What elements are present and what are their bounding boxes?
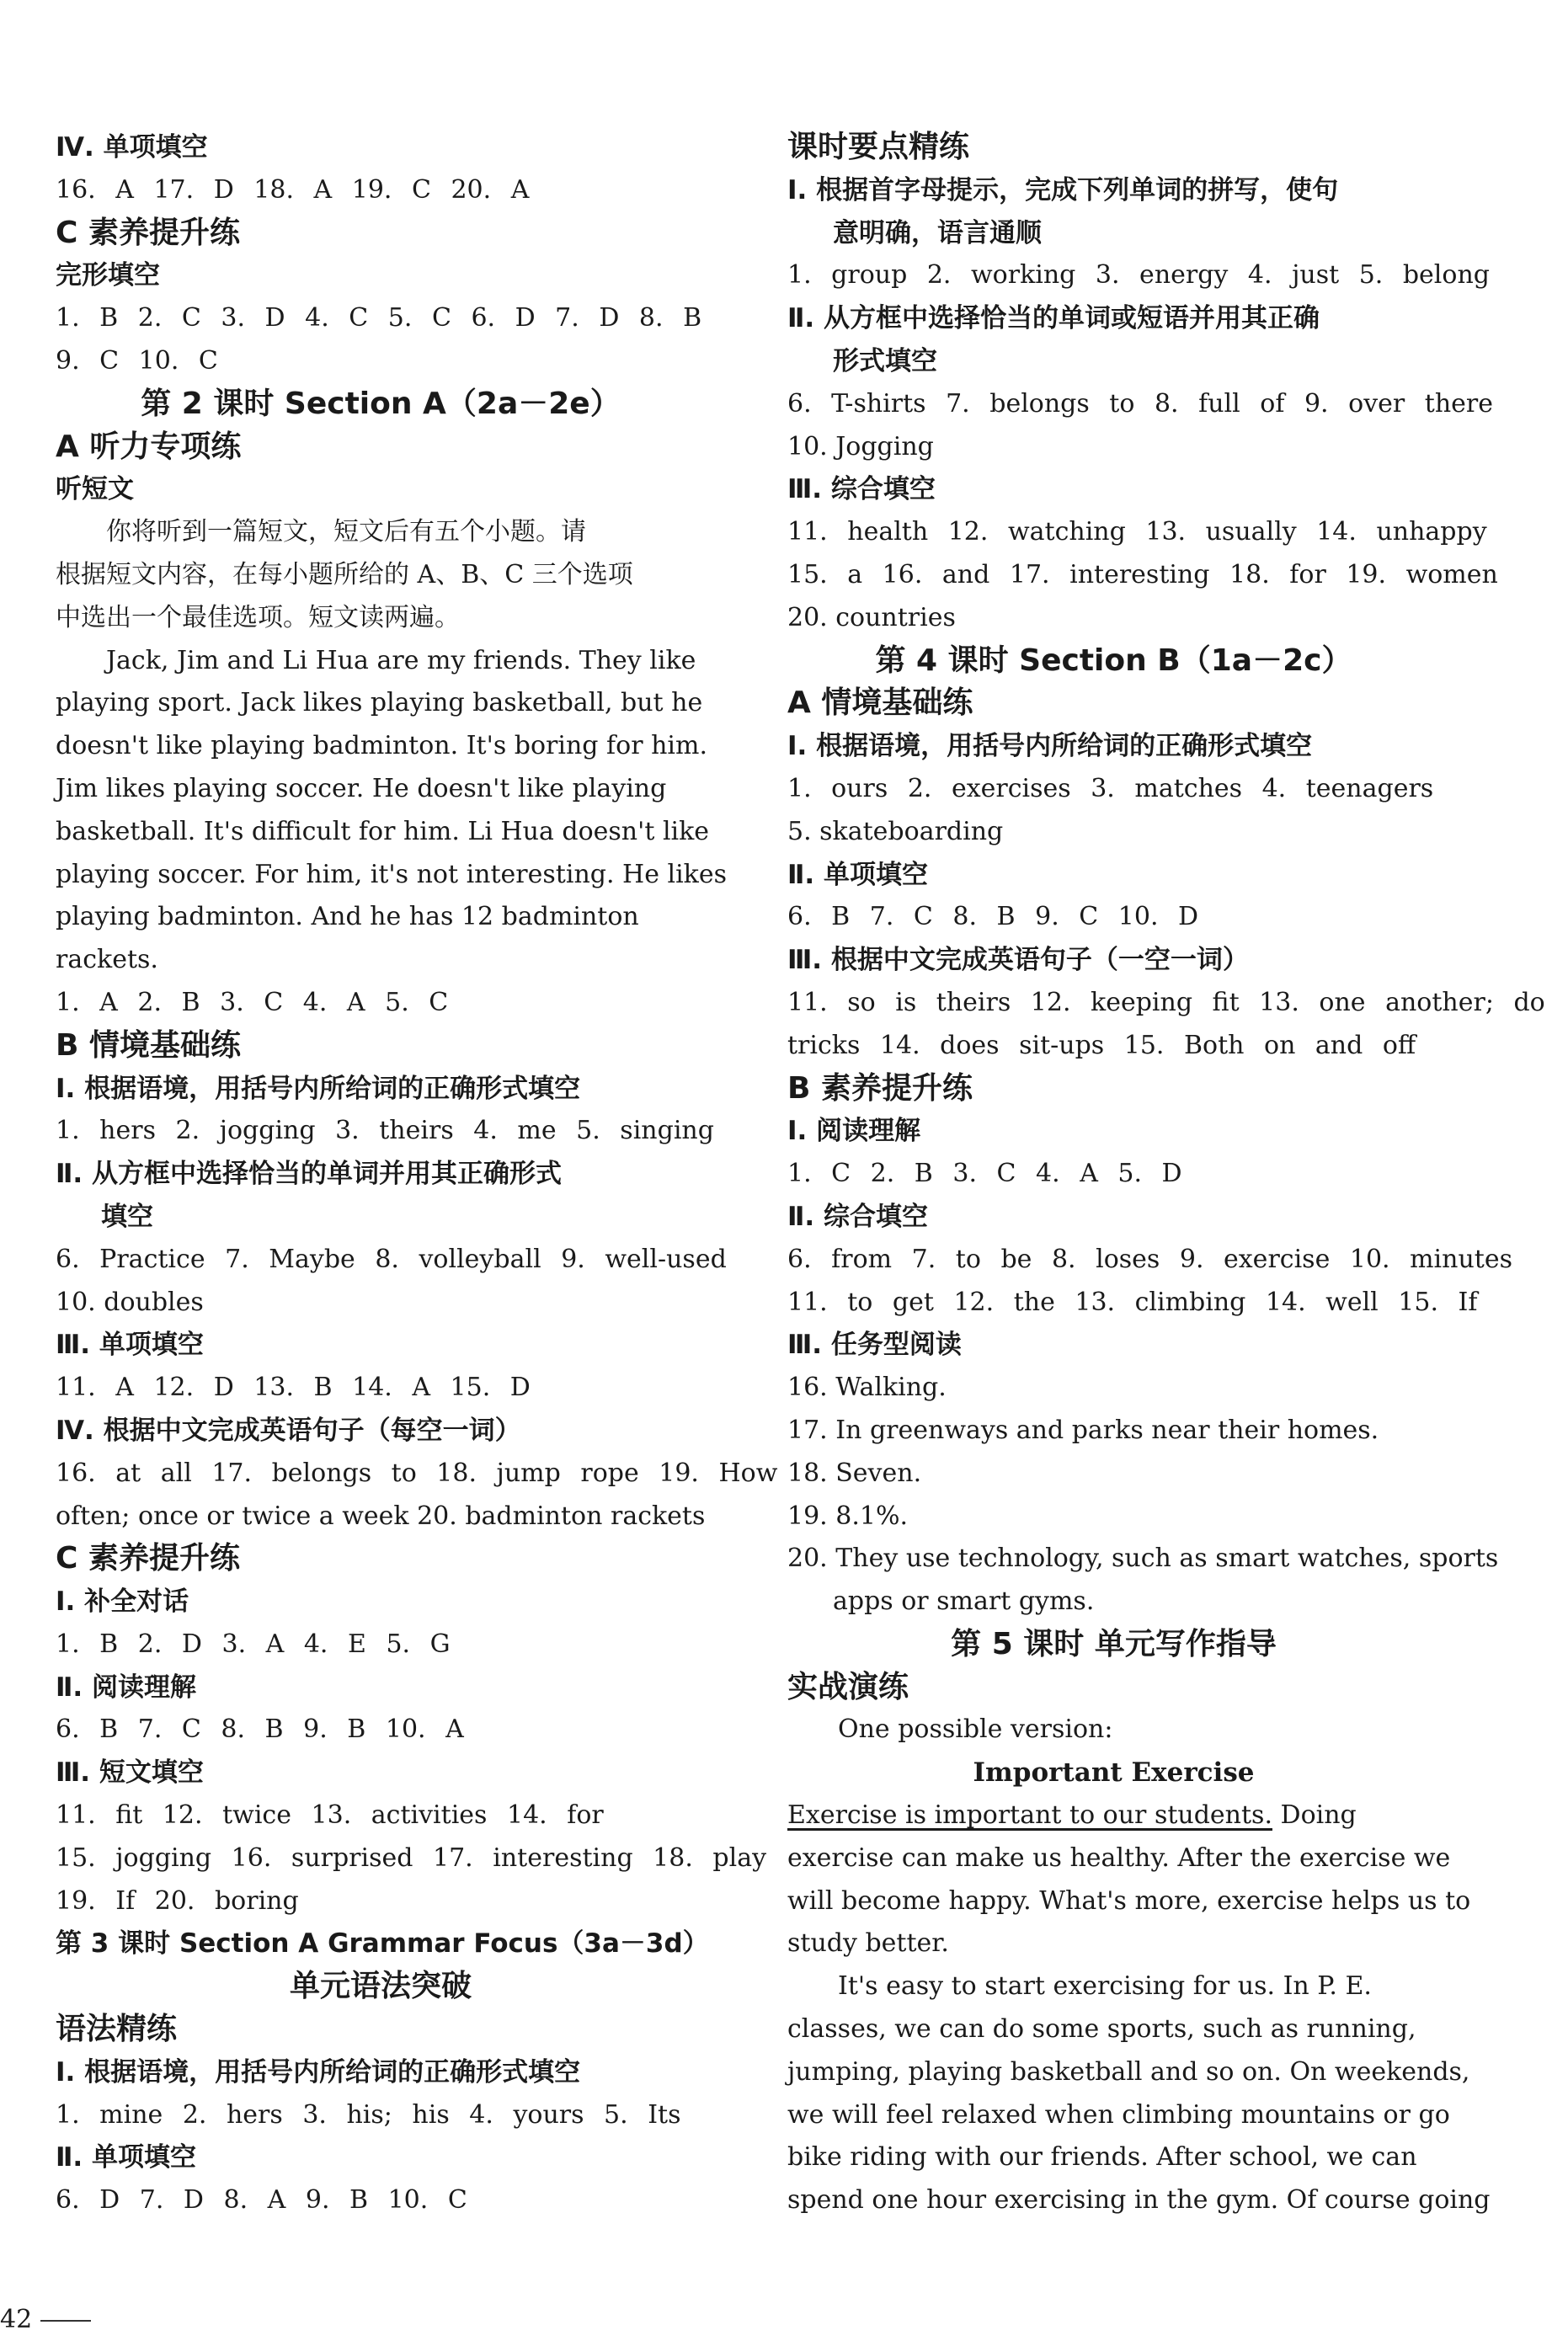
- text-line: 5. skateboarding: [787, 816, 1004, 846]
- text-line: 根据短文内容，在每小题所给的 A、B、C 三个选项: [56, 559, 633, 589]
- section-heading: Ⅱ. 从方框中选择恰当的单词或短语并用其正确: [787, 303, 1320, 334]
- text-line: 1. ours 2. exercises 3. matches 4. teenagers: [787, 773, 1434, 803]
- text-line: doesn't like playing badminton. It's boring for him.: [56, 731, 707, 761]
- section-heading: 单元语法突破: [289, 1969, 472, 2004]
- text-line: jumping, playing basketball and so on. On weekends,: [787, 2056, 1470, 2087]
- section-heading: Ⅰ. 补全对话: [56, 1586, 189, 1618]
- text-line: 17. In greenways and parks near their homes.: [787, 1415, 1379, 1445]
- text-line: 16. A 17. D 18. A 19. C 20. A: [56, 174, 530, 205]
- text-line: 你将听到一篇短文，短文后有五个小题。请: [106, 517, 586, 547]
- text-line: study better.: [787, 1928, 949, 1959]
- text-line: 20. countries: [787, 602, 956, 632]
- text-line: 9. C 10. C: [56, 345, 218, 376]
- section-heading: 听短文: [56, 474, 134, 505]
- section-heading: C 素养提升练: [56, 1541, 240, 1576]
- text-line: bike riding with our friends. After school, we can: [787, 2142, 1417, 2173]
- text-line: 1. group 2. working 3. energy 4. just 5. belong: [787, 260, 1490, 291]
- text-line: 10. Jogging: [787, 431, 934, 461]
- text-line: tricks 14. does sit-ups 15. Both on and off: [787, 1030, 1416, 1060]
- text-line: classes, we can do some sports, such as running,: [787, 2014, 1416, 2045]
- text-line: 6. from 7. to be 8. loses 9. exercise 10. minutes: [787, 1244, 1512, 1274]
- section-heading: 语法精练: [56, 2012, 178, 2047]
- section-heading: 意明确，语言通顺: [833, 217, 1042, 248]
- text-line: 6. B 7. C 8. B 9. C 10. D: [787, 902, 1199, 932]
- text-line: playing sport. Jack likes playing basketball, but he: [56, 688, 703, 718]
- text-line: 11. fit 12. twice 13. activities 14. for: [56, 1800, 604, 1831]
- page-number-text: 42: [0, 2305, 33, 2334]
- text-line: often; once or twice a week 20. badminton rackets: [56, 1501, 706, 1531]
- text-line: will become happy. What's more, exercise helps us to: [787, 1885, 1471, 1916]
- section-heading: 第 5 课时 单元写作指导: [951, 1626, 1277, 1661]
- text-line: rackets.: [56, 945, 158, 975]
- text-line: 16. Walking.: [787, 1373, 947, 1403]
- text-line: 6. D 7. D 8. A 9. B 10. C: [56, 2185, 467, 2216]
- text-line: 10. doubles: [56, 1287, 204, 1317]
- right-column: [787, 126, 1545, 2222]
- text-line: playing badminton. And he has 12 badminton: [56, 902, 639, 932]
- section-heading: 完形填空: [56, 260, 160, 291]
- text-line: exercise can make us healthy. After the exercise we: [787, 1842, 1451, 1873]
- section-heading: A 情境基础练: [787, 685, 973, 721]
- section-heading: Ⅳ. 根据中文完成英语句子（每空一词）: [56, 1415, 521, 1446]
- section-heading: Ⅱ. 从方框中选择恰当的单词并用其正确形式: [56, 1159, 562, 1190]
- text-line: 6. Practice 7. Maybe 8. volleyball 9. well-used: [56, 1244, 727, 1274]
- text-line: Important Exercise: [973, 1757, 1255, 1789]
- text-line: One possible version:: [838, 1714, 1113, 1745]
- text-line: 11. so is theirs 12. keeping fit 13. one another; do: [787, 987, 1545, 1017]
- section-heading: C 素养提升练: [56, 215, 240, 250]
- section-heading: Ⅲ. 根据中文完成英语句子（一空一词）: [787, 945, 1249, 976]
- text-line: 15. a 16. and 17. interesting 18. for 19. women: [787, 559, 1498, 589]
- text-line: 11. health 12. watching 13. usually 14. unhappy: [787, 517, 1487, 547]
- text-line: It's easy to start exercising for us. In P. E.: [838, 1971, 1372, 2002]
- text-line: basketball. It's difficult for him. Li Hua doesn't like: [56, 816, 710, 846]
- section-heading: Ⅰ. 阅读理解: [787, 1116, 921, 1147]
- section-heading: Ⅱ. 阅读理解: [56, 1672, 196, 1703]
- text-line: [787, 1794, 1440, 1837]
- text-line: 11. A 12. D 13. B 14. A 15. D: [56, 1373, 531, 1403]
- text-line: 1. hers 2. jogging 3. theirs 4. me 5. singing: [56, 1116, 714, 1146]
- section-heading: 形式填空: [833, 345, 937, 376]
- text-line: 1. B 2. D 3. A 4. E 5. G: [56, 1629, 451, 1659]
- section-heading: 第 3 课时 Section A Grammar Focus（3a－3d）: [56, 1928, 709, 1960]
- section-heading: 第 2 课时 Section A（2a－2e）: [141, 386, 621, 421]
- text-line: 中选出一个最佳选项。短文读两遍。: [56, 602, 460, 632]
- section-heading: Ⅱ. 综合填空: [787, 1201, 928, 1232]
- text-line: spend one hour exercising in the gym. Of course going: [787, 2185, 1491, 2216]
- text-line: 15. jogging 16. surprised 17. interesting 18. play: [56, 1842, 767, 1873]
- text-line: 1. B 2. C 3. D 4. C 5. C 6. D 7. D 8. B: [56, 303, 702, 333]
- text-line: 1. A 2. B 3. C 4. A 5. C: [56, 987, 449, 1017]
- section-heading: Ⅱ. 单项填空: [56, 2142, 196, 2173]
- text-line: Jack, Jim and Li Hua are my friends. They like: [106, 645, 696, 675]
- section-heading: Ⅳ. 单项填空: [56, 132, 208, 163]
- text-line: 1. C 2. B 3. C 4. A 5. D: [787, 1159, 1182, 1189]
- text-line: 16. at all 17. belongs to 18. jump rope 19. How: [56, 1458, 778, 1488]
- text-line: 18. Seven.: [787, 1458, 922, 1488]
- section-heading: A 听力专项练: [56, 429, 242, 464]
- text-continuation: Doing: [1272, 1800, 1357, 1831]
- text-line: 19. If 20. boring: [56, 1885, 299, 1916]
- section-heading: Ⅰ. 根据语境，用括号内所给词的正确形式填空: [787, 731, 1313, 762]
- section-heading: Ⅲ. 任务型阅读: [787, 1330, 962, 1361]
- text-line: 11. to get 12. the 13. climbing 14. well 15. If: [787, 1287, 1478, 1317]
- text-line: 6. T-shirts 7. belongs to 8. full of 9. over there: [787, 388, 1493, 419]
- text-line: apps or smart gyms.: [833, 1586, 1095, 1617]
- section-heading: B 情境基础练: [56, 1027, 241, 1063]
- text-line: 19. 8.1%.: [787, 1501, 908, 1531]
- left-column: [56, 126, 778, 2222]
- section-heading: Ⅲ. 短文填空: [56, 1757, 204, 1789]
- section-heading: 课时要点精练: [787, 130, 970, 164]
- section-heading: B 素养提升练: [787, 1070, 973, 1106]
- section-heading: Ⅰ. 根据首字母提示，完成下列单词的拼写，使句: [787, 174, 1339, 205]
- text-line: 6. B 7. C 8. B 9. B 10. A: [56, 1714, 464, 1745]
- page-number-rule: [40, 2320, 91, 2322]
- section-heading: 第 4 课时 Section B（1a－2c）: [875, 643, 1352, 678]
- text-line: 1. mine 2. hers 3. his; his 4. yours 5. Its: [56, 2099, 681, 2130]
- section-heading: 填空: [101, 1201, 153, 1232]
- underlined-topic-sentence: Exercise is important to our students.: [787, 1800, 1272, 1831]
- section-heading: Ⅲ. 综合填空: [787, 474, 936, 505]
- page-number: [0, 2299, 91, 2341]
- section-heading: Ⅰ. 根据语境，用括号内所给词的正确形式填空: [56, 1073, 581, 1104]
- section-heading: Ⅱ. 单项填空: [787, 859, 928, 890]
- text-line: playing soccer. For him, it's not interesting. He likes: [56, 859, 728, 889]
- section-heading: 实战演练: [787, 1669, 909, 1704]
- text-line: we will feel relaxed when climbing mountains or go: [787, 2099, 1450, 2130]
- section-heading: Ⅰ. 根据语境，用括号内所给词的正确形式填空: [56, 2056, 581, 2088]
- section-heading: Ⅲ. 单项填空: [56, 1330, 204, 1361]
- text-line: Jim likes playing soccer. He doesn't like playing: [56, 773, 667, 803]
- text-line: 20. They use technology, such as smart watches, sports: [787, 1544, 1499, 1574]
